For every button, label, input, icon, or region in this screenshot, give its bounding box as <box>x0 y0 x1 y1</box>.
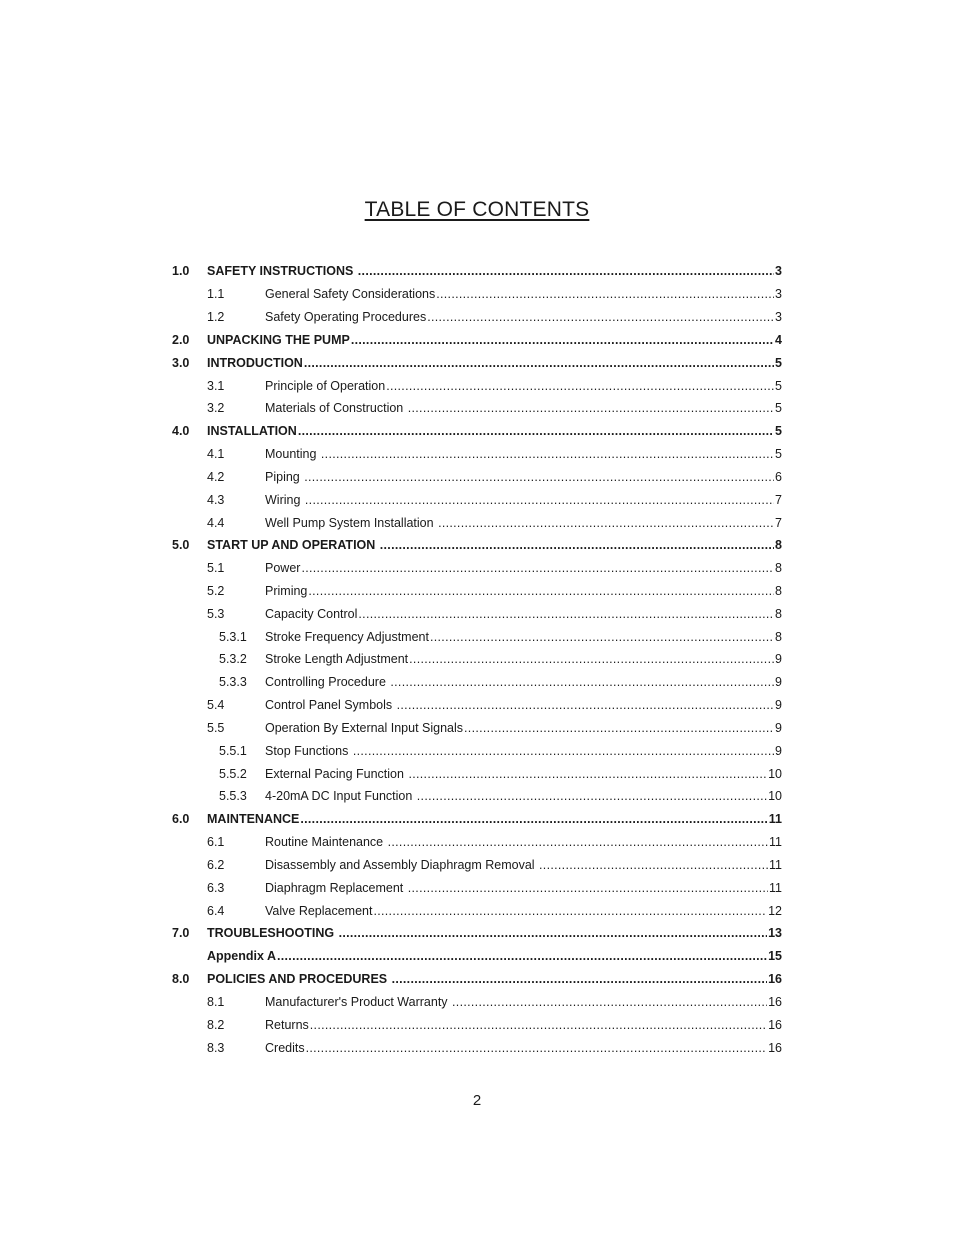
toc-row <box>172 397 782 420</box>
toc-page-number: 11 <box>769 880 782 895</box>
toc-entry-title: Returns <box>265 1017 309 1032</box>
toc-page-number: 5 <box>775 424 782 439</box>
toc-leader-dots <box>397 698 774 712</box>
toc-entry-title: Materials of Construction <box>265 401 407 416</box>
toc-page-number: 7 <box>775 515 782 530</box>
toc-leader-dots <box>436 287 774 301</box>
toc-page-number: 8 <box>775 584 782 598</box>
toc-section-number: 5.5.2 <box>219 766 247 781</box>
toc-row <box>172 785 782 808</box>
toc-page-number: 16 <box>768 972 782 987</box>
toc-row <box>172 534 782 557</box>
toc-row <box>172 351 782 374</box>
toc-section-number: 5.5.1 <box>219 743 247 758</box>
toc-leader-dots <box>304 356 774 370</box>
toc-leader-dots <box>438 516 774 530</box>
toc-section-number: 8.3 <box>207 1040 225 1055</box>
toc-row <box>172 945 782 968</box>
toc-page-number: 16 <box>768 994 782 1009</box>
toc-leader-dots <box>373 904 767 918</box>
toc-row <box>172 1036 782 1059</box>
toc-section-number: 4.2 <box>207 469 225 484</box>
toc-entry <box>265 310 782 324</box>
toc-row <box>172 602 782 625</box>
toc-section-number: 4.1 <box>207 447 225 462</box>
toc-page-number: 11 <box>768 812 782 827</box>
toc-row <box>172 328 782 351</box>
toc-leader-dots <box>539 858 768 872</box>
toc-entry <box>265 1041 782 1055</box>
toc-entry-title: Well Pump System Installation <box>265 515 438 530</box>
toc-entry <box>265 447 782 461</box>
toc-section-number: 6.1 <box>207 835 225 850</box>
toc-section-number: 5.5.3 <box>219 789 247 804</box>
toc-leader-dots <box>452 995 767 1009</box>
toc-entry <box>207 333 782 347</box>
toc-entry <box>265 698 782 712</box>
toc-entry <box>207 538 782 552</box>
toc-section-number: 7.0 <box>172 926 190 941</box>
toc-entry-title: Operation By External Input Signals <box>265 720 464 735</box>
toc-page-number: 8 <box>775 538 782 553</box>
toc-entry <box>265 789 782 803</box>
toc-row <box>172 968 782 991</box>
toc-entry-title: Disassembly and Assembly Diaphragm Removal <box>265 857 539 872</box>
toc-leader-dots <box>388 835 768 849</box>
toc-section-number: 8.2 <box>207 1017 225 1032</box>
toc-entry-title: Routine Maintenance <box>265 835 387 850</box>
toc-section-number: 1.1 <box>207 287 225 302</box>
toc-row <box>172 831 782 854</box>
toc-page-number: 3 <box>775 310 782 325</box>
toc-entry <box>265 493 782 507</box>
toc-entry <box>265 744 782 758</box>
toc-entry <box>265 1018 782 1032</box>
toc-entry <box>265 516 782 530</box>
toc-row <box>172 374 782 397</box>
toc-entry <box>265 904 782 918</box>
toc-page-number: 5 <box>775 355 782 370</box>
page-title: TABLE OF CONTENTS <box>364 198 590 221</box>
toc-leader-dots <box>304 470 774 484</box>
toc-entry <box>265 287 782 301</box>
toc-leader-dots <box>409 652 774 666</box>
toc-leader-dots <box>298 424 774 438</box>
toc-page-number: 9 <box>775 652 782 667</box>
toc-entry-title: INSTALLATION <box>207 424 297 439</box>
toc-section-number: 8.0 <box>172 972 190 987</box>
toc-row <box>172 671 782 694</box>
toc-row <box>172 739 782 762</box>
toc-page-number: 3 <box>775 287 782 302</box>
toc-section-number: 8.1 <box>207 994 225 1009</box>
toc-section-number: 6.3 <box>207 880 225 895</box>
toc-section-number: 4.0 <box>172 424 190 439</box>
toc-leader-dots <box>358 607 774 621</box>
toc-entry-title: Appendix A <box>207 949 276 964</box>
toc-leader-dots <box>390 675 774 689</box>
toc-row <box>172 648 782 671</box>
toc-leader-dots <box>353 744 774 758</box>
toc-leader-dots <box>408 767 767 781</box>
toc-leader-dots <box>351 333 774 347</box>
toc-leader-dots <box>430 630 774 644</box>
toc-page-number: 15 <box>768 949 782 964</box>
toc-page-number: 9 <box>775 698 782 713</box>
toc-leader-dots <box>358 264 774 278</box>
toc-section-number: 5.5 <box>207 720 225 735</box>
toc-entry-title: Manufacturer's Product Warranty <box>265 994 452 1009</box>
toc-page-number: 9 <box>775 743 782 758</box>
toc-row <box>172 991 782 1014</box>
toc-leader-dots <box>310 1018 767 1032</box>
table-of-contents <box>172 260 782 1059</box>
toc-entry <box>265 379 782 393</box>
toc-row <box>172 717 782 740</box>
toc-section-number: 5.2 <box>207 584 225 598</box>
toc-entry-title: Diaphragm Replacement <box>265 880 407 895</box>
toc-section-number: 5.4 <box>207 698 225 713</box>
toc-row <box>172 488 782 511</box>
toc-entry <box>265 630 782 644</box>
toc-entry <box>265 652 782 666</box>
toc-entry-title: Power <box>265 561 301 576</box>
toc-section-number: 2.0 <box>172 332 190 347</box>
toc-leader-dots <box>392 972 768 986</box>
toc-entry-title: Priming <box>265 584 308 598</box>
toc-row <box>172 1013 782 1036</box>
toc-section-number: 5.3 <box>207 606 225 621</box>
toc-page-number: 16 <box>768 1040 782 1055</box>
toc-row <box>172 443 782 466</box>
toc-row <box>172 283 782 306</box>
toc-page-number: 3 <box>775 264 782 279</box>
toc-entry-title: TROUBLESHOOTING <box>207 926 338 941</box>
toc-leader-dots <box>339 926 768 940</box>
toc-entry <box>265 858 782 872</box>
toc-entry-title: Capacity Control <box>265 606 358 621</box>
toc-page-number: 5 <box>775 447 782 462</box>
toc-entry-title: MAINTENANCE <box>207 812 300 827</box>
toc-entry <box>207 424 782 438</box>
toc-page-number: 5 <box>775 401 782 416</box>
toc-page-number: 13 <box>768 926 782 941</box>
toc-entry <box>265 470 782 484</box>
toc-row <box>172 808 782 831</box>
toc-entry-title: Controlling Procedure <box>265 675 390 690</box>
toc-page-number: 11 <box>769 857 782 872</box>
toc-row <box>172 899 782 922</box>
toc-entry <box>207 972 782 986</box>
toc-leader-dots <box>301 561 774 575</box>
toc-leader-dots <box>427 310 774 324</box>
toc-page-number: 5 <box>775 378 782 393</box>
toc-leader-dots <box>386 379 774 393</box>
toc-page-number: 9 <box>775 675 782 690</box>
toc-page-number: 12 <box>768 903 782 918</box>
toc-section-number: 3.0 <box>172 355 190 370</box>
toc-entry-title: Stroke Length Adjustment <box>265 652 409 667</box>
toc-entry-title: INTRODUCTION <box>207 355 303 370</box>
toc-entry <box>207 356 782 370</box>
toc-entry <box>265 607 782 621</box>
toc-leader-dots <box>305 493 774 507</box>
toc-entry-title: Principle of Operation <box>265 378 386 393</box>
toc-leader-dots <box>308 584 774 598</box>
toc-section-number: 5.3.1 <box>219 629 247 644</box>
toc-section-number: 6.2 <box>207 857 225 872</box>
toc-row <box>172 557 782 580</box>
toc-entry-title: Valve Replacement <box>265 903 373 918</box>
toc-row <box>172 922 782 945</box>
toc-leader-dots <box>380 538 774 552</box>
toc-section-number: 1.2 <box>207 310 225 325</box>
toc-entry <box>265 995 782 1009</box>
toc-leader-dots <box>464 721 774 735</box>
toc-entry-title: Stroke Frequency Adjustment <box>265 629 429 644</box>
toc-entry <box>265 401 782 415</box>
toc-section-number: 5.3.2 <box>219 652 247 667</box>
toc-entry-title: Piping <box>265 469 304 484</box>
toc-section-number: 4.3 <box>207 492 225 507</box>
toc-section-number: 5.0 <box>172 538 190 553</box>
toc-page-number: 9 <box>775 720 782 735</box>
toc-entry <box>207 949 782 963</box>
toc-page-number: 8 <box>775 606 782 621</box>
toc-entry-title: Safety Operating Procedures <box>265 310 427 325</box>
toc-leader-dots <box>321 447 774 461</box>
toc-entry <box>265 721 782 735</box>
toc-row <box>172 260 782 283</box>
toc-section-number: 3.2 <box>207 401 225 416</box>
toc-entry-title: Control Panel Symbols <box>265 698 396 713</box>
toc-row <box>172 306 782 329</box>
toc-entry <box>207 812 782 826</box>
toc-entry-title: Stop Functions <box>265 743 352 758</box>
toc-leader-dots <box>408 881 768 895</box>
toc-row <box>172 762 782 785</box>
toc-entry-title: SAFETY INSTRUCTIONS <box>207 264 357 279</box>
toc-section-number: 4.4 <box>207 515 225 530</box>
toc-page-number: 6 <box>775 469 782 484</box>
page-number: 2 <box>472 1092 482 1109</box>
toc-row <box>172 580 782 603</box>
toc-leader-dots <box>306 1041 768 1055</box>
toc-section-number: 5.3.3 <box>219 675 247 690</box>
toc-row <box>172 465 782 488</box>
toc-entry <box>265 561 782 575</box>
toc-entry <box>265 767 782 781</box>
toc-section-number: 1.0 <box>172 264 190 279</box>
toc-entry-title: Mounting <box>265 447 320 462</box>
toc-page-number: 8 <box>775 561 782 576</box>
toc-entry-title: 4-20mA DC Input Function <box>265 789 416 804</box>
toc-page-number: 4 <box>775 332 782 347</box>
toc-leader-dots <box>277 949 767 963</box>
toc-entry <box>265 675 782 689</box>
toc-leader-dots <box>417 789 767 803</box>
toc-entry <box>265 835 782 849</box>
toc-entry-title: Wiring <box>265 492 304 507</box>
toc-row <box>172 694 782 717</box>
toc-row <box>172 876 782 899</box>
toc-section-number: 3.1 <box>207 378 225 393</box>
toc-page-number: 10 <box>768 789 782 804</box>
toc-page-number: 10 <box>768 766 782 781</box>
toc-row <box>172 625 782 648</box>
toc-row <box>172 854 782 877</box>
toc-entry <box>265 881 782 895</box>
toc-section-number: 5.1 <box>207 561 225 576</box>
toc-entry-title: START UP AND OPERATION <box>207 538 379 553</box>
toc-entry-title: General Safety Considerations <box>265 287 436 302</box>
toc-leader-dots <box>300 812 767 826</box>
toc-page-number: 16 <box>768 1017 782 1032</box>
toc-entry <box>207 926 782 940</box>
toc-entry <box>207 264 782 278</box>
toc-row <box>172 420 782 443</box>
toc-leader-dots <box>408 401 774 415</box>
toc-section-number: 6.0 <box>172 812 190 827</box>
toc-entry-title: External Pacing Function <box>265 766 408 781</box>
toc-row <box>172 511 782 534</box>
toc-section-number: 6.4 <box>207 903 225 918</box>
toc-page-number: 7 <box>775 492 782 507</box>
toc-page-number: 8 <box>775 629 782 644</box>
toc-entry-title: POLICIES AND PROCEDURES <box>207 972 391 987</box>
toc-page-number: 11 <box>769 835 782 850</box>
toc-entry-title: Credits <box>265 1040 305 1055</box>
toc-entry <box>265 584 782 598</box>
toc-entry-title: UNPACKING THE PUMP <box>207 332 350 347</box>
